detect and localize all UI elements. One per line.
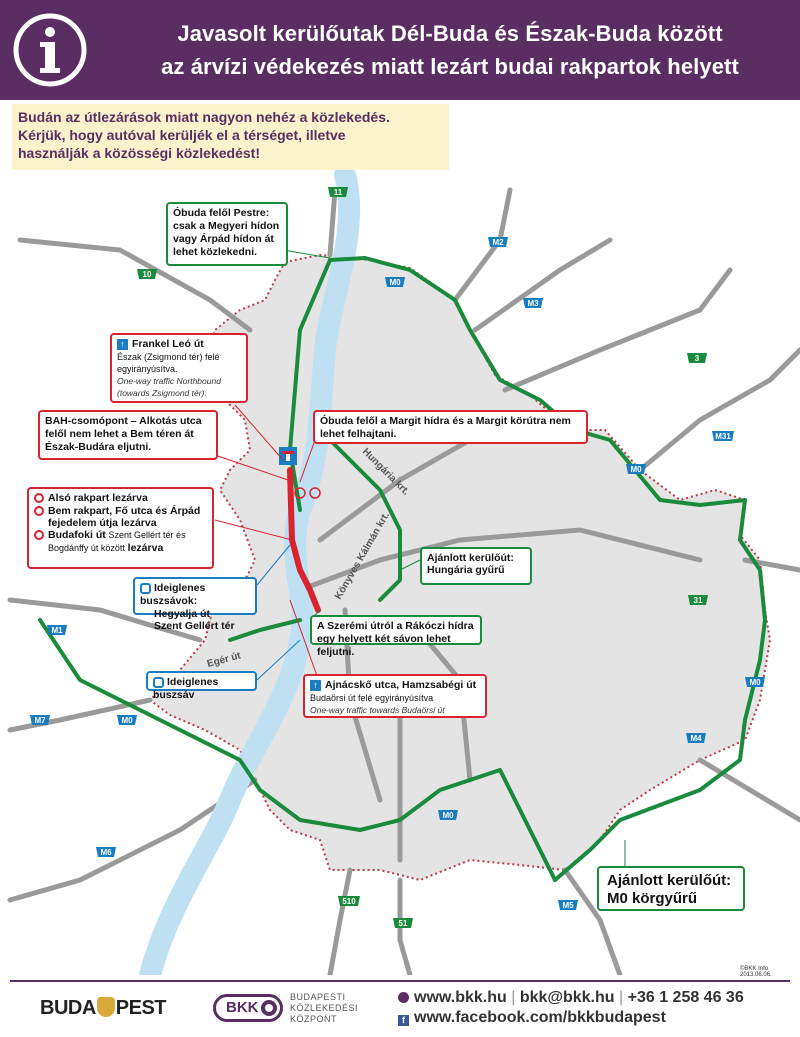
road-shield-M0-e-label: M0 — [630, 465, 642, 474]
bkk-logo-text: BKK — [226, 999, 259, 1016]
budapest-logo-right: PEST — [115, 997, 167, 1019]
callout-szeremi — [310, 615, 482, 658]
callout-frankel-note: One-way traffic Northbound (towards Zsigmond tér). — [117, 376, 221, 398]
closure-icon — [34, 493, 44, 503]
road-shield-M1-label: M1 — [51, 626, 63, 635]
callout-bus-lane-title: Ideiglenes buszsáv — [153, 676, 219, 701]
road-shield-3-label: 3 — [694, 354, 700, 363]
website-link[interactable]: www.bkk.hu — [414, 989, 507, 1006]
closure-icon — [34, 530, 44, 540]
road-shield-51-label: 51 — [398, 919, 408, 928]
callout-hungaria-line2: Hungária gyűrű — [427, 564, 505, 576]
callout-frankel — [110, 333, 248, 403]
road-shield-M0-se-label: M0 — [749, 678, 761, 687]
budapest-crest-icon — [97, 997, 115, 1017]
callout-margit — [313, 410, 588, 444]
callout-bus-lanes — [133, 577, 257, 632]
road-shield-510-label: 510 — [342, 897, 356, 906]
footer-divider — [10, 980, 790, 982]
info-icon — [12, 12, 88, 88]
phone-number[interactable]: +36 1 258 46 36 — [627, 989, 744, 1006]
callout-bah — [38, 410, 218, 460]
hungaria-krt-label: Hungária krt. — [359, 446, 412, 498]
facebook-icon: f — [398, 1015, 409, 1026]
road-shield-11-label: 11 — [333, 188, 343, 197]
notice-line-2: Kérjük, hogy autóval kerüljék el a térséget, illetve — [18, 127, 346, 143]
road-shield-M4-label: M4 — [690, 734, 702, 743]
konyves-kalman-label: Könyves Kálmán krt. — [333, 510, 393, 602]
city-map — [0, 170, 800, 975]
notice-box — [12, 104, 449, 170]
road-shield-31-label: 31 — [693, 596, 703, 605]
callout-m0-line2: M0 körgyűrű — [607, 890, 698, 907]
road-shield-M0-ne-label: M0 — [389, 278, 401, 287]
callout-bus-lanes-line1: Hegyalja út — [154, 608, 211, 620]
callout-szeremi-text: A Szerémi útról a Rákóczi hídra egy helyett két sávon lehet feljutni. — [317, 620, 474, 658]
closure-item-3-end: lezárva — [127, 542, 164, 554]
notice-line-3: használják a közösségi közlekedést! — [18, 145, 260, 161]
bkk-name-line3: KÖZPONT — [290, 1014, 338, 1024]
notice-line-1: Budán az útlezárások miatt nagyon nehéz a közlekedés. — [18, 109, 390, 125]
callout-ajnacsko-title: Ajnácskő utca, Hamzsabégi út — [325, 679, 477, 691]
callout-obuda-pestre-text: Óbuda felől Pestre: csak a Megyeri hídon vagy Árpád hídon át lehet közlekedni. — [173, 207, 280, 258]
bus-icon — [153, 677, 164, 688]
road-shield-M3-label: M3 — [527, 299, 539, 308]
road-shield-M5-label: M5 — [562, 901, 574, 910]
road-shield-M0-w-label: M0 — [121, 716, 133, 725]
closure-item-3-main: Budafoki út — [48, 529, 106, 541]
one-way-icon: ↑ — [310, 680, 321, 691]
bus-icon — [140, 583, 151, 594]
closure-item-2: Bem rakpart, Fő utca és Árpád fejedelem útja lezárva — [48, 505, 201, 529]
facebook-line — [398, 1009, 666, 1027]
one-way-icon: ↑ — [117, 339, 128, 350]
callout-obuda-pestre — [166, 202, 288, 266]
callout-ajnacsko-note: One-way traffic towards Budaörsi út — [310, 705, 445, 715]
bkk-name-line1: BUDAPESTI — [290, 992, 346, 1002]
map-credit: ©BKK Info 2013.06.06. — [740, 966, 772, 978]
title-line-2: az árvízi védekezés miatt lezárt budai rakpartok helyett — [161, 54, 739, 79]
road-shield-M6-label: M6 — [100, 848, 112, 857]
callout-bah-text: BAH-csomópont – Alkotás utca felől nem lehet a Bem téren át Észak-Budára eljutni. — [45, 415, 202, 453]
callout-m0-detour — [597, 866, 745, 911]
callout-ajnacsko-line1: Budaörsi út felé egyirányúsítva — [310, 693, 434, 703]
eger-ut-label: Egér út — [205, 650, 243, 670]
bkk-name-line2: KÖZLEKEDÉSI — [290, 1003, 359, 1013]
bkk-ring-icon — [261, 1000, 277, 1016]
road-shield-M2-label: M2 — [492, 238, 504, 247]
callout-ajnacsko — [303, 674, 487, 718]
closure-item-1: Alsó rakpart lezárva — [48, 492, 148, 504]
road-shield-10-label: 10 — [142, 270, 152, 279]
callout-bus-lanes-line2: Szent Gellért tér — [154, 620, 235, 632]
callout-frankel-title: Frankel Leó út — [132, 338, 204, 350]
callout-bus-lane — [146, 671, 257, 701]
budapest-logo-left: BUDA — [40, 997, 96, 1019]
bkk-logo — [213, 994, 283, 1022]
callout-frankel-line2: egyirányúsítva. — [117, 364, 178, 374]
email-link[interactable]: bkk@bkk.hu — [519, 989, 615, 1006]
budapest-logo — [40, 997, 166, 1020]
callout-bus-lanes-title: Ideiglenes buszsávok: — [140, 582, 206, 607]
road-shield-M31-label: M31 — [715, 432, 731, 441]
web-icon — [398, 992, 409, 1003]
callout-hungaria-line1: Ajánlott kerülőút: — [427, 552, 514, 564]
callout-frankel-line1: Észak (Zsigmond tér) felé — [117, 352, 220, 362]
contact-line: www.bkk.hu | bkk@bkk.hu | +36 1 258 46 36 — [398, 989, 744, 1007]
closure-icon — [34, 506, 44, 516]
road-shield-M7-label: M7 — [34, 716, 46, 725]
facebook-link[interactable]: www.facebook.com/bkkbudapest — [414, 1009, 666, 1026]
header-banner — [0, 0, 800, 100]
callout-hungaria-detour — [420, 547, 532, 585]
title-line-1: Javasolt kerülőutak Dél-Buda és Észak-Buda között — [177, 21, 723, 46]
road-shield-M0-s-label: M0 — [442, 811, 454, 820]
closure-item-3-small: Szent Gellért tér és Bogdánffy út között — [48, 530, 186, 553]
callout-margit-text: Óbuda felől a Margit hídra és a Margit körútra nem lehet felhajtani. — [320, 415, 571, 440]
callout-m0-line1: Ajánlott kerülőút: — [607, 872, 732, 889]
callout-closures — [27, 487, 214, 569]
bkk-full-name — [290, 992, 358, 1025]
